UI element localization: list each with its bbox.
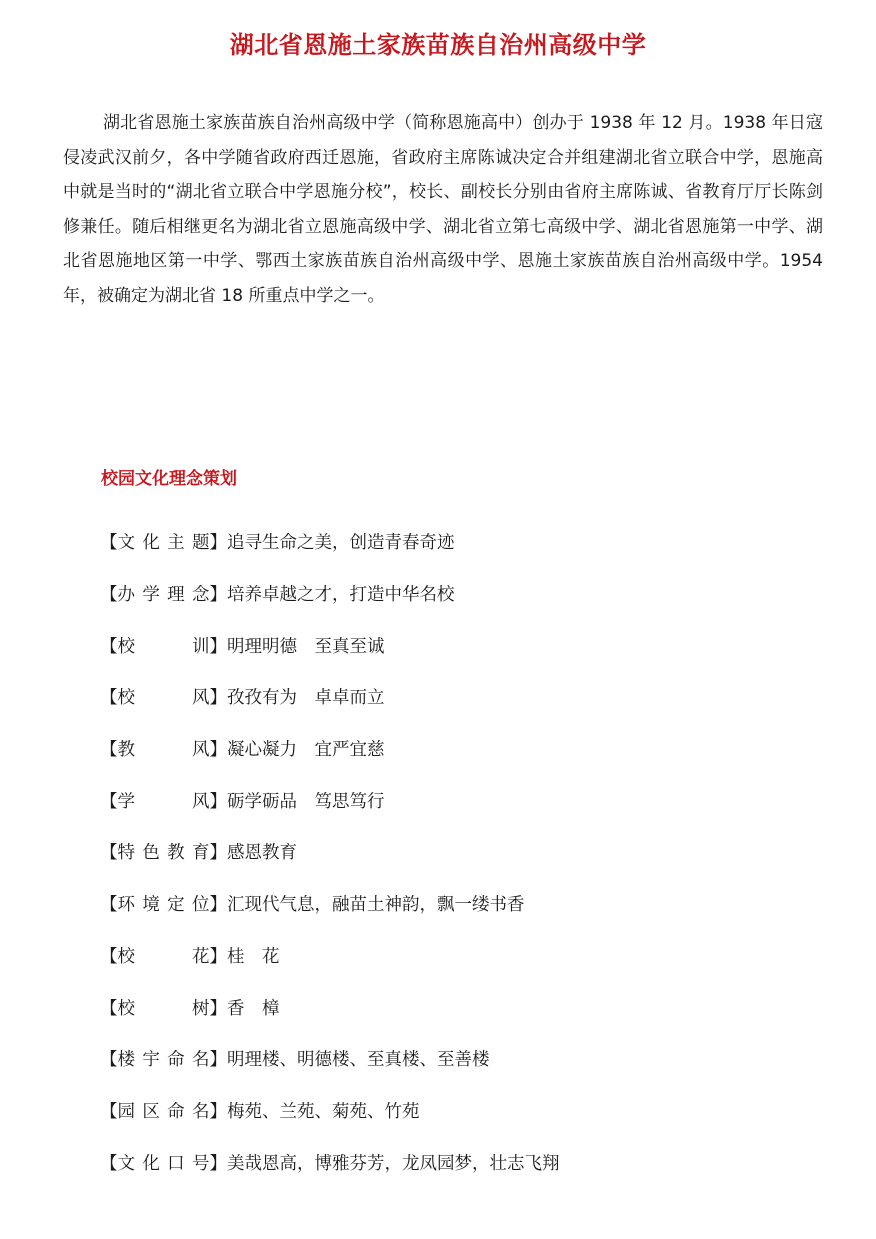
- item-label: 特色教育: [117, 843, 210, 864]
- section-heading: 校园文化理念策划: [101, 469, 237, 489]
- item-label: 环境定位: [117, 895, 210, 916]
- item-value: 香 樟: [227, 998, 280, 1019]
- bracket-open: 【: [100, 533, 118, 554]
- item-label: 校训: [117, 636, 210, 657]
- bracket-close: 】: [209, 533, 227, 554]
- list-item: [100, 1136, 820, 1188]
- list-item: [100, 723, 820, 775]
- list-item: [100, 826, 820, 878]
- list-item: [100, 619, 820, 671]
- bracket-open: 【: [100, 791, 118, 812]
- bracket-close: 】: [209, 585, 227, 606]
- item-value: 追寻生命之美，创造青春奇迹: [227, 533, 455, 554]
- bracket-close: 】: [209, 791, 227, 812]
- item-value: 凝心凝力 宜严宜慈: [227, 740, 385, 761]
- bracket-close: 】: [209, 843, 227, 864]
- bracket-open: 【: [100, 843, 118, 864]
- list-item: [100, 568, 820, 620]
- list-item: [100, 516, 820, 568]
- list-item: [100, 930, 820, 982]
- item-label: 校树: [117, 998, 210, 1019]
- document-title: 湖北省恩施土家族苗族自治州高级中学: [229, 31, 647, 59]
- item-label: 文化主题: [117, 533, 210, 554]
- item-value: 明理明德 至真至诚: [227, 636, 385, 657]
- bracket-close: 】: [209, 895, 227, 916]
- culture-items-list: [100, 516, 820, 1188]
- bracket-close: 】: [209, 998, 227, 1019]
- bracket-open: 【: [100, 688, 118, 709]
- item-value: 梅苑、兰苑、菊苑、竹苑: [227, 1101, 420, 1122]
- bracket-close: 】: [209, 688, 227, 709]
- item-label: 办学理念: [117, 585, 210, 606]
- bracket-open: 【: [100, 585, 118, 606]
- item-value: 汇现代气息，融苗土神韵，飘一缕书香: [227, 895, 525, 916]
- item-value: 明理楼、明德楼、至真楼、至善楼: [227, 1050, 490, 1071]
- bracket-open: 【: [100, 636, 118, 657]
- list-item: [100, 1085, 820, 1137]
- list-item: [100, 774, 820, 826]
- item-value: 感恩教育: [227, 843, 297, 864]
- bracket-open: 【: [100, 998, 118, 1019]
- item-label: 校风: [117, 688, 210, 709]
- item-value: 孜孜有为 卓卓而立: [227, 688, 385, 709]
- item-label: 教风: [117, 740, 210, 761]
- intro-paragraph: 湖北省恩施土家族苗族自治州高级中学（简称恩施高中）创办于 1938 年 12 月。1938 年日寇侵凌武汉前夕，各中学随省政府西迁恩施，省政府主席陈诚决定合并组建湖北省立联合中学，恩施高中就是当时的“湖北省立联合中学恩施分校”，校长、副校长分别由省府主席陈诚、省教育厅厅长陈剑修兼任。随后相继更名为湖北省立恩施高级中学、湖北省立第七高级中学、湖北省恩施第一中学、湖北省恩施地区第一中学、鄂西土家族苗族自治州高级中学、恩施土家族苗族自治州高级中学。1954 年，被确定为湖北省 18 所重点中学之一。: [63, 113, 823, 306]
- item-label: 学风: [117, 791, 210, 812]
- bracket-close: 】: [209, 1153, 227, 1174]
- item-label: 楼宇命名: [117, 1050, 210, 1071]
- item-label: 校花: [117, 946, 210, 967]
- bracket-close: 】: [209, 740, 227, 761]
- bracket-close: 】: [209, 1101, 227, 1122]
- bracket-close: 】: [209, 946, 227, 967]
- item-value: 美哉恩高，博雅芬芳，龙凤园梦，壮志飞翔: [227, 1153, 560, 1174]
- item-label: 园区命名: [117, 1101, 210, 1122]
- list-item: [100, 981, 820, 1033]
- bracket-open: 【: [100, 1050, 118, 1071]
- list-item: [100, 878, 820, 930]
- bracket-close: 】: [209, 1050, 227, 1071]
- bracket-close: 】: [209, 636, 227, 657]
- list-item: [100, 1033, 820, 1085]
- bracket-open: 【: [100, 740, 118, 761]
- bracket-open: 【: [100, 1153, 118, 1174]
- bracket-open: 【: [100, 946, 118, 967]
- item-value: 桂 花: [227, 946, 280, 967]
- list-item: [100, 671, 820, 723]
- bracket-open: 【: [100, 895, 118, 916]
- item-value: 砺学砺品 笃思笃行: [227, 791, 385, 812]
- item-label: 文化口号: [117, 1153, 210, 1174]
- item-value: 培养卓越之才，打造中华名校: [227, 585, 455, 606]
- bracket-open: 【: [100, 1101, 118, 1122]
